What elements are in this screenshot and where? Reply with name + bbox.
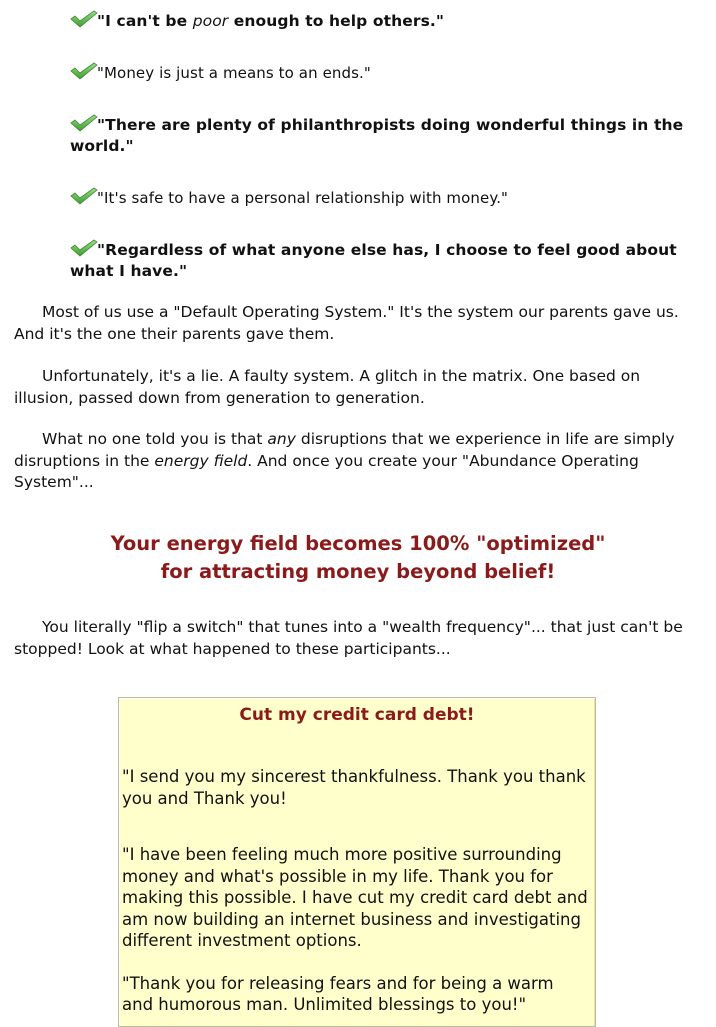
checkmark-icon [70, 239, 98, 257]
testimonial-quote: "I have been feeling much more positive surrounding money and what's possible in my life. Thank you for making this possible. I have cut my credit card debt and am now building an internet business and investigating different investment options. [122, 845, 588, 950]
affirmation-item: "Regardless of what anyone else has, I choose to feel good about what I have." [70, 241, 677, 280]
testimonial-title: Cut my credit card debt! [239, 705, 475, 725]
headline-line-1: Your energy field becomes 100% "optimized" [110, 532, 606, 555]
headline-line-2: for attracting money beyond belief! [160, 560, 556, 583]
checkmark-icon [70, 114, 98, 132]
paragraph-faulty-system: Unfortunately, it's a lie. A faulty system. A glitch in the matrix. One based on illusion, passed down from generation to generation. [14, 367, 641, 407]
testimonial-quote: "I send you my sincerest thankfulness. Thank you thank you and Thank you! [122, 767, 586, 808]
checkmark-icon [70, 62, 98, 80]
checkmark-icon [70, 10, 98, 28]
headline [0, 530, 716, 586]
paragraph-default-os: Most of us use a "Default Operating System." It's the system our parents gave us. And it's the one their parents gave them. [14, 303, 679, 343]
affirmation-item: "I can't be poor enough to help others." [70, 10, 690, 32]
affirmation-item: "Money is just a means to an ends." [70, 62, 690, 84]
affirmation-item: "There are plenty of philanthropists doing wonderful things in the world." [70, 116, 684, 155]
affirmation-list [70, 10, 690, 282]
testimonial-quote: "Thank you for releasing fears and for being a warm and humorous man. Unlimited blessings to you!" [122, 973, 554, 1014]
paragraph-flip-switch: You literally "flip a switch" that tunes into a "wealth frequency"... that just can't be stopped! Look at what happened to these participants... [14, 618, 683, 658]
checkmark-icon [70, 187, 98, 205]
affirmation-item: "It's safe to have a personal relationship with money." [70, 187, 690, 209]
testimonial-box [118, 697, 596, 1027]
paragraph-energy-field: What no one told you is that any disruptions that we experience in life are simply disruptions in the energy field. And once you create your "Abundance Operating System"... [14, 430, 675, 491]
